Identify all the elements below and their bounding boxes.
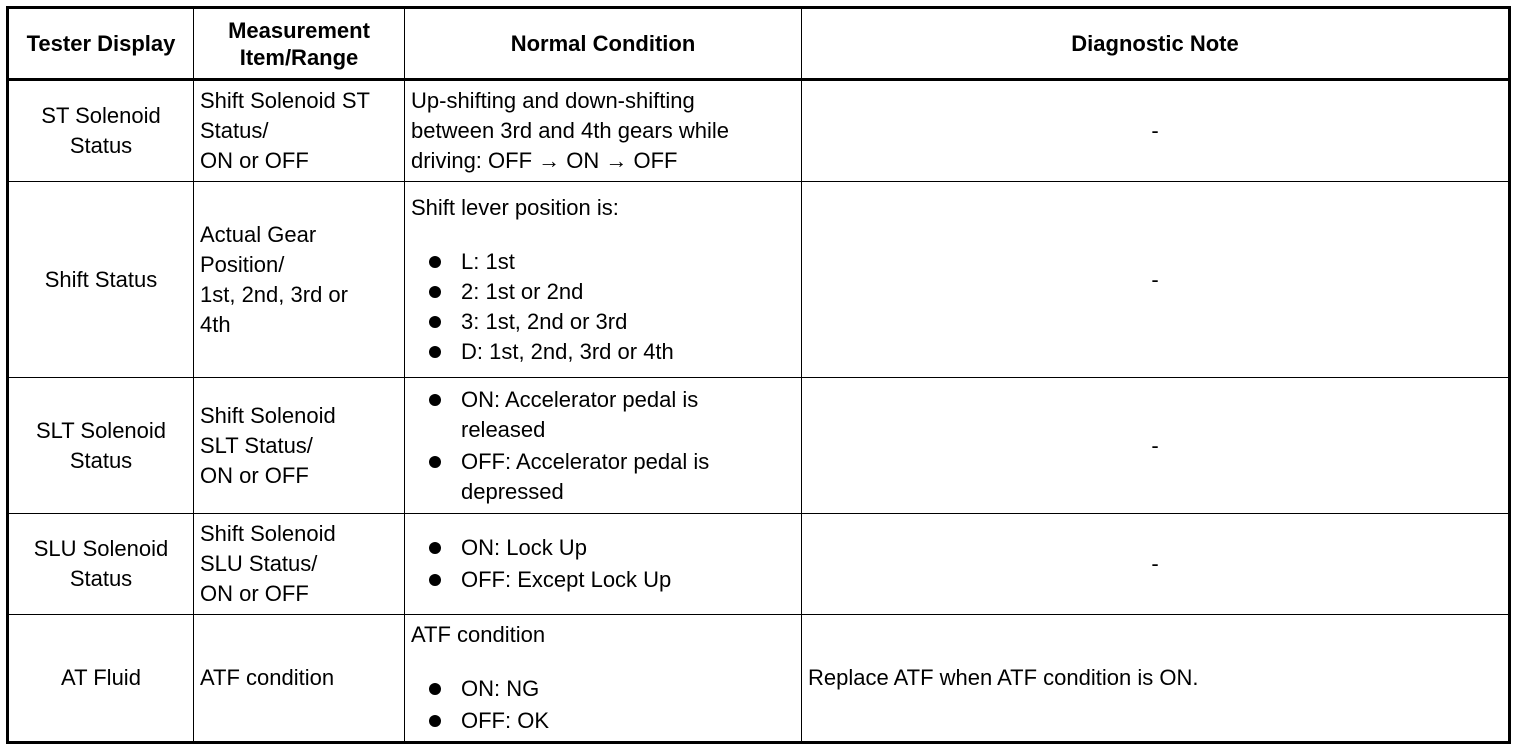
tester-data-table — [6, 6, 1511, 744]
list-item: 2: 1st or 2nd — [411, 277, 795, 307]
bullet-list — [411, 533, 795, 595]
diagnostic-note-cell: - — [802, 182, 1510, 378]
normal-intro: ATF condition — [411, 622, 546, 647]
bullet-list — [411, 385, 795, 507]
list-item: ON: Lock Up — [411, 533, 795, 563]
measurement-cell: Shift Solenoid ST Status/ ON or OFF — [194, 80, 405, 182]
header-measurement: Measurement Item/Range — [194, 8, 405, 80]
tester-display-cell: SLT Solenoid Status — [8, 378, 194, 514]
bullet-list — [411, 674, 795, 736]
list-item: OFF: Accelerator pedal is depressed — [411, 447, 795, 507]
normal-intro: Shift lever position is: — [411, 194, 619, 220]
bullet-icon — [429, 574, 441, 586]
tester-display-cell: Shift Status — [8, 182, 194, 378]
list-item: ON: NG — [411, 674, 795, 704]
diagnostic-note-cell: - — [802, 378, 1510, 514]
header-normal-condition: Normal Condition — [405, 8, 802, 80]
table-row — [8, 80, 1510, 182]
header-row — [8, 8, 1510, 80]
normal-condition-cell: Up-shifting and down-shifting between 3rd and 4th gears while driving: OFF → ON → OFF — [405, 80, 802, 182]
normal-condition-cell — [405, 514, 802, 615]
bullet-icon — [429, 394, 441, 406]
diagnostic-note-cell: - — [802, 80, 1510, 182]
diagnostic-note-cell: - — [802, 514, 1510, 615]
normal-condition-cell — [405, 378, 802, 514]
table-row — [8, 615, 1510, 743]
normal-condition-cell — [405, 182, 802, 378]
tester-display-cell: SLU Solenoid Status — [8, 514, 194, 615]
bullet-icon — [429, 542, 441, 554]
list-item: L: 1st — [411, 247, 795, 277]
header-tester-display: Tester Display — [8, 8, 194, 80]
bullet-icon — [429, 715, 441, 727]
bullet-icon — [429, 456, 441, 468]
list-item: 3: 1st, 2nd or 3rd — [411, 307, 795, 337]
bullet-icon — [429, 346, 441, 358]
table-row — [8, 378, 1510, 514]
list-item: ON: Accelerator pedal is released — [411, 385, 795, 445]
bullet-icon — [429, 683, 441, 695]
bullet-icon — [429, 316, 441, 328]
table-row — [8, 514, 1510, 615]
bullet-list — [411, 247, 795, 367]
header-diagnostic-note: Diagnostic Note — [802, 8, 1510, 80]
list-item: OFF: OK — [411, 706, 795, 736]
list-item: D: 1st, 2nd, 3rd or 4th — [411, 337, 795, 367]
normal-condition-cell — [405, 615, 802, 743]
diagnostic-note-cell: Replace ATF when ATF condition is ON. — [802, 615, 1510, 743]
list-item: OFF: Except Lock Up — [411, 565, 795, 595]
bullet-icon — [429, 256, 441, 268]
measurement-cell: Actual Gear Position/ 1st, 2nd, 3rd or 4th — [194, 182, 405, 378]
measurement-cell: Shift Solenoid SLU Status/ ON or OFF — [194, 514, 405, 615]
measurement-cell: ATF condition — [194, 615, 405, 743]
bullet-icon — [429, 286, 441, 298]
tester-display-cell: AT Fluid — [8, 615, 194, 743]
table-row — [8, 182, 1510, 378]
measurement-cell: Shift Solenoid SLT Status/ ON or OFF — [194, 378, 405, 514]
tester-display-cell: ST Solenoid Status — [8, 80, 194, 182]
